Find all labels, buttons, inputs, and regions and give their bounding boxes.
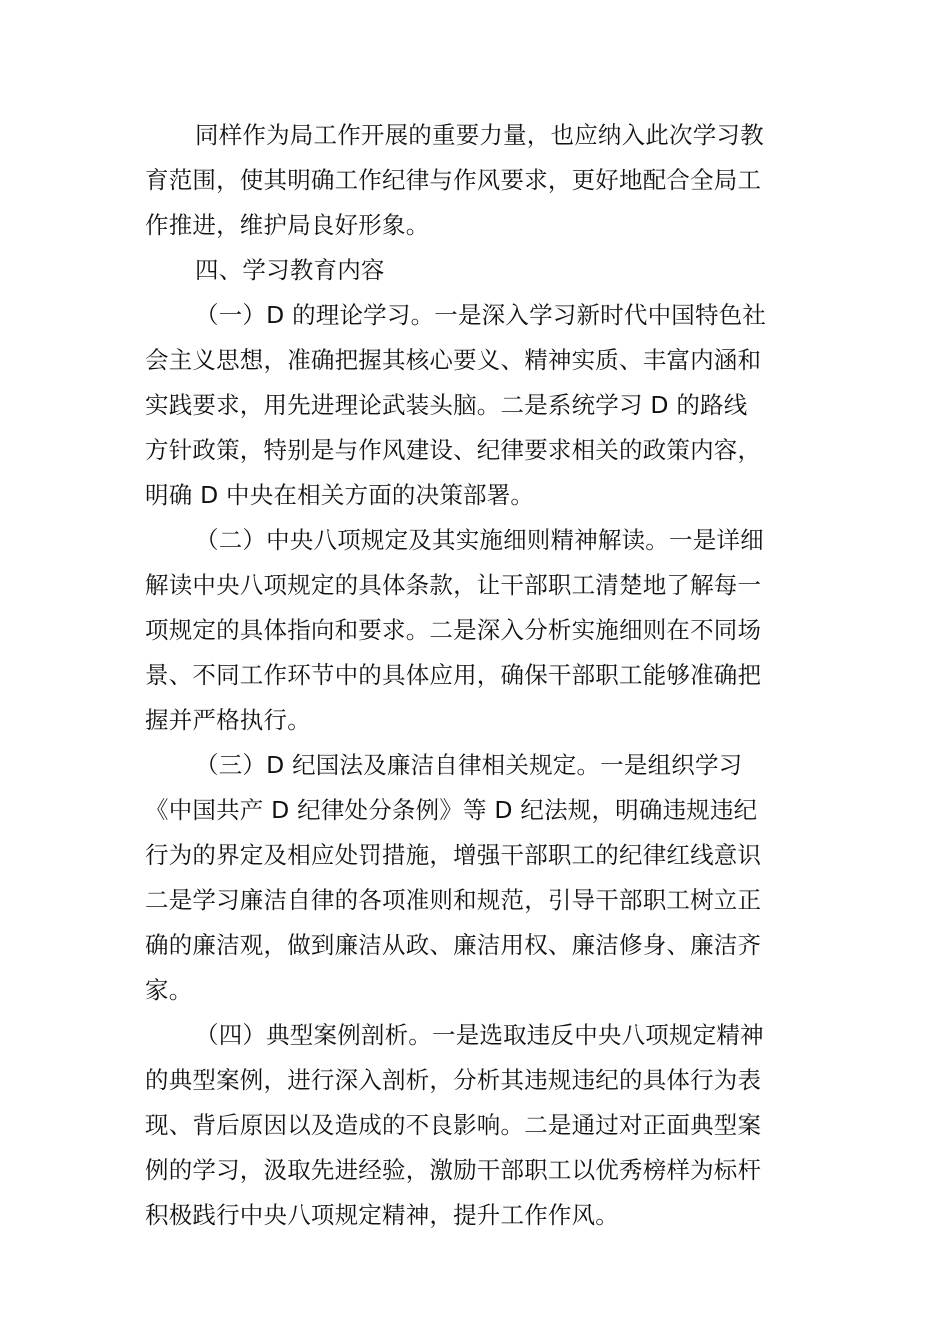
- text-line: 方针政策，特别是与作风建设、纪律要求相关的政策内容，: [145, 436, 762, 464]
- text-line: （四）典型案例剖析。一是选取违反中央八项规定精神: [195, 1021, 764, 1049]
- paragraph-item-3: [145, 743, 810, 1013]
- text-line: 《中国共产 D 纪律处分条例》等 D 纪法规，明确违规违纪: [145, 796, 758, 824]
- text-line: （二）中央八项规定及其实施细则精神解读。一是详细: [195, 526, 764, 554]
- text-line: 家。: [145, 976, 193, 1004]
- text-line: 握并严格执行。: [145, 706, 311, 734]
- text-line: 会主义思想，准确把握其核心要义、精神实质、丰富内涵和: [145, 346, 762, 374]
- text-line: 实践要求，用先进理论武装头脑。二是系统学习 D 的路线: [145, 391, 748, 419]
- text-line: 积极践行中央八项规定精神，提升工作作风。: [145, 1201, 619, 1229]
- text-line: 景、不同工作环节中的具体应用，确保干部职工能够准确把: [145, 661, 762, 689]
- text-line: 现、背后原因以及造成的不良影响。二是通过对正面典型案: [145, 1111, 762, 1139]
- paragraph-item-4: [145, 1013, 810, 1238]
- text-line: 的典型案例，进行深入剖析，分析其违规违纪的具体行为表: [145, 1066, 762, 1094]
- text-line: 同样作为局工作开展的重要力量，也应纳入此次学习教: [195, 121, 764, 149]
- text-line: 作推进，维护局良好形象。: [145, 211, 430, 239]
- paragraph-item-2: [145, 518, 810, 743]
- text-line: 项规定的具体指向和要求。二是深入分析实施细则在不同场: [145, 616, 762, 644]
- text-line: 明确 D 中央在相关方面的决策部署。: [145, 481, 535, 509]
- text-line: 育范围，使其明确工作纪律与作风要求，更好地配合全局工: [145, 166, 762, 194]
- text-line: 解读中央八项规定的具体条款，让干部职工清楚地了解每一: [145, 571, 762, 599]
- paragraph-item-1: [145, 293, 810, 518]
- document-body: [145, 113, 810, 1238]
- paragraph-scope-continuation: [145, 113, 810, 248]
- text-line: 行为的界定及相应处罚措施，增强干部职工的纪律红线意识: [145, 841, 762, 869]
- text-line: 确的廉洁观，做到廉洁从政、廉洁用权、廉洁修身、廉洁齐: [145, 931, 762, 959]
- text-line: 二是学习廉洁自律的各项准则和规范，引导干部职工树立正: [145, 886, 762, 914]
- text-line: （三）D 纪国法及廉洁自律相关规定。一是组织学习: [195, 751, 743, 779]
- section-heading: [145, 248, 810, 293]
- text-line: 例的学习，汲取先进经验，激励干部职工以优秀榜样为标杆: [145, 1156, 762, 1184]
- heading-text: 四、学习教育内容: [195, 256, 385, 284]
- text-line: （一）D 的理论学习。一是深入学习新时代中国特色社: [195, 301, 767, 329]
